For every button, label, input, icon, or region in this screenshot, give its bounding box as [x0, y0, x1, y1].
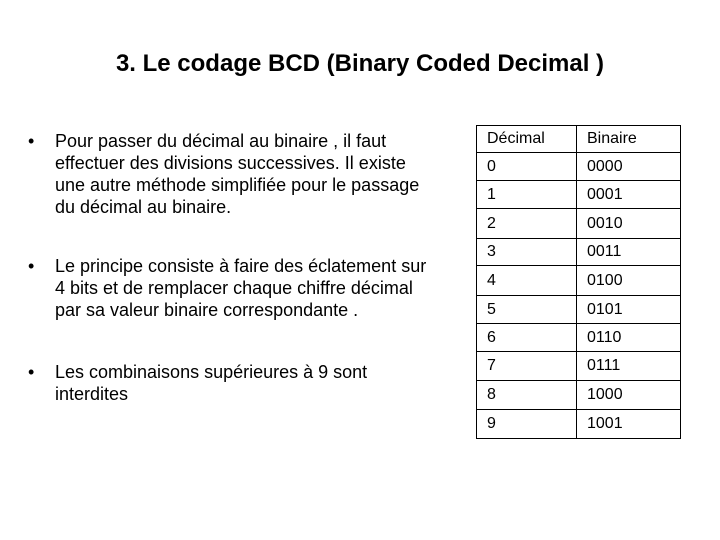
cell-binary: 0100 [577, 266, 681, 296]
slide-title: 3. Le codage BCD (Binary Coded Decimal ) [115, 50, 605, 77]
cell-binary: 0001 [577, 181, 681, 209]
table-row [477, 266, 681, 296]
cell-decimal: 9 [477, 410, 577, 439]
table-row [477, 209, 681, 239]
bullet-text: Les combinaisons supérieures à 9 sont interdites [55, 362, 368, 404]
cell-decimal: 6 [477, 324, 577, 352]
bullet-text: Le principe consiste à faire des éclatement sur 4 bits et de remplacer chaque chiffre décimal par sa valeur binaire correspondante . [55, 256, 427, 320]
cell-decimal: 3 [477, 239, 577, 266]
cell-decimal: 8 [477, 381, 577, 410]
bullet-item [28, 130, 438, 218]
table-row [477, 410, 681, 439]
cell-binary: 0000 [577, 153, 681, 181]
bullet-dot-icon: • [28, 362, 35, 382]
table-row [477, 381, 681, 410]
cell-binary: 0111 [577, 352, 681, 381]
header-binaire: Binaire [577, 126, 681, 153]
table-row [477, 296, 681, 324]
bullet-text: Pour passer du décimal au binaire , il faut effectuer des divisions successives. Il existe une autre méthode simplifiée pour le passage du décimal au binaire. [55, 131, 420, 217]
table-row [477, 324, 681, 352]
cell-binary: 0011 [577, 239, 681, 266]
cell-binary: 0110 [577, 324, 681, 352]
cell-decimal: 4 [477, 266, 577, 296]
table-row [477, 153, 681, 181]
cell-binary: 0010 [577, 209, 681, 239]
bcd-table [476, 125, 681, 439]
bullet-dot-icon: • [28, 256, 35, 276]
bullet-item [28, 361, 438, 405]
table-row [477, 239, 681, 266]
table-header-row [477, 126, 681, 153]
cell-decimal: 1 [477, 181, 577, 209]
bullet-list [28, 130, 438, 405]
cell-decimal: 2 [477, 209, 577, 239]
header-decimal: Décimal [477, 126, 577, 153]
cell-decimal: 7 [477, 352, 577, 381]
cell-binary: 0101 [577, 296, 681, 324]
cell-binary: 1000 [577, 381, 681, 410]
table-row [477, 352, 681, 381]
bullet-dot-icon: • [28, 131, 35, 151]
cell-binary: 1001 [577, 410, 681, 439]
table-row [477, 181, 681, 209]
cell-decimal: 0 [477, 153, 577, 181]
cell-decimal: 5 [477, 296, 577, 324]
bullet-item [28, 255, 438, 321]
